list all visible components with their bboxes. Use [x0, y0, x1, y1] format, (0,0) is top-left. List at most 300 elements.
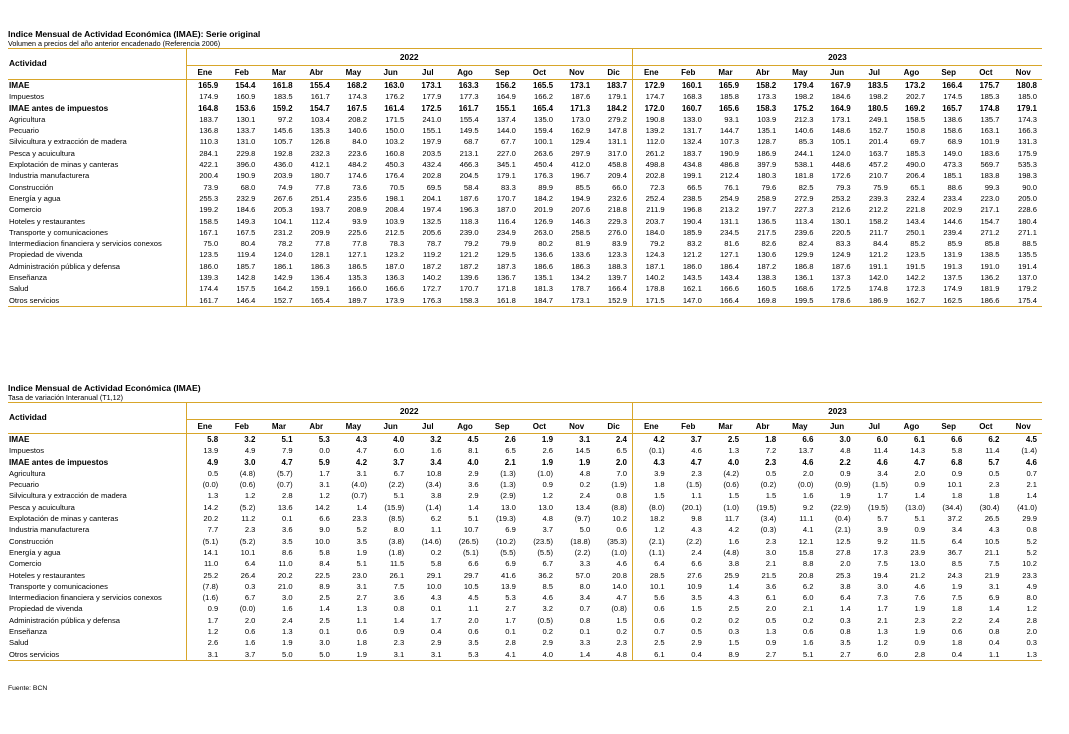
cell-value: 4.3	[728, 593, 740, 603]
cell-value: 4.6	[616, 559, 627, 569]
cell-value: 163.7	[868, 148, 888, 158]
cell-value: 13.6	[277, 502, 293, 512]
cell-value: 130.6	[757, 250, 777, 260]
cell-value: 176.4	[385, 171, 405, 181]
cell-value: 173.1	[558, 295, 595, 307]
cell-value: 7.5	[877, 559, 888, 569]
cell-value: 2.8	[893, 649, 930, 661]
cell-value: 75.0	[186, 238, 223, 249]
cell-value: 155.1	[422, 126, 442, 136]
cell-value: 538.1	[794, 160, 814, 170]
cell-value: 4.7	[356, 446, 368, 456]
cell-value: 1.8	[951, 491, 963, 501]
cell-value: (0.0)	[797, 480, 814, 490]
cell-value: 25.2	[186, 570, 223, 581]
cell-value: (4.8)	[723, 547, 740, 557]
cell-value: 207.6	[571, 205, 591, 215]
cell-value: 187.2	[757, 261, 777, 271]
cell-value: 20.2	[277, 570, 293, 580]
cell-value: 2.2	[951, 615, 963, 625]
cell-value: 10.2	[1022, 559, 1037, 569]
cell-value: 171.5	[385, 114, 405, 124]
cell-value: (18.8)	[570, 536, 591, 546]
cell-value: 0.8	[616, 491, 627, 501]
cell-value: 146.4	[223, 295, 260, 307]
table-row	[8, 204, 1042, 215]
cell-value: 6.5	[616, 446, 627, 456]
cell-value: 191.0	[980, 261, 1000, 271]
cell-value: 139.3	[186, 272, 223, 283]
table1-section	[8, 29, 1042, 307]
cell-value: 131.1	[607, 137, 627, 147]
cell-value: 0.9	[393, 627, 405, 637]
cell-value: 11.1	[799, 514, 814, 524]
cell-value: 142.8	[236, 273, 256, 283]
cell-value: 178.6	[818, 295, 855, 307]
cell-value: 176.2	[385, 92, 405, 102]
cell-value: 161.7	[458, 103, 479, 113]
cell-value: 0.9	[914, 525, 926, 535]
cell-value: 175.2	[793, 103, 814, 113]
cell-value: 14.1	[186, 547, 223, 558]
cell-value: 9.8	[691, 514, 702, 524]
cell-value: 0.5	[691, 627, 702, 637]
cell-value: 212.2	[868, 205, 888, 215]
month-header: Ago	[446, 66, 483, 80]
cell-value: 172.5	[831, 284, 851, 294]
cell-value: 4.8	[595, 649, 632, 661]
cell-value: 183.6	[980, 148, 1000, 158]
cell-value: 1.5	[632, 490, 669, 501]
cell-value: 457.2	[868, 160, 888, 170]
cell-value: 83.9	[612, 239, 627, 249]
cell-value: 68.0	[240, 182, 256, 192]
cell-value: 8.6	[282, 547, 293, 557]
cell-value: 6.1	[765, 593, 777, 603]
cell-value: 212.4	[720, 171, 740, 181]
cell-value: 4.6	[802, 457, 814, 467]
cell-value: 486.8	[720, 160, 740, 170]
cell-value: 6.0	[876, 435, 888, 444]
cell-value: 3.8	[840, 581, 851, 591]
cell-value: 2.6	[504, 435, 516, 444]
row-label: Otros servicios	[8, 295, 186, 307]
cell-value: 140.6	[794, 126, 814, 136]
cell-value: (0.5)	[537, 615, 554, 625]
cell-value: 2.3	[765, 457, 777, 467]
row-label: Enseñanza	[9, 273, 47, 283]
cell-value: 11.5	[390, 559, 405, 569]
cell-value: 201.9	[534, 205, 554, 215]
cell-value: 83.2	[687, 239, 702, 249]
cell-value: 4.2	[355, 457, 368, 467]
cell-value: 82.4	[798, 239, 814, 249]
row-label: Administración pública y defensa	[9, 261, 121, 271]
cell-value: 179.2	[1017, 284, 1037, 294]
cell-value: 199.1	[682, 171, 702, 181]
table-row	[8, 182, 1042, 193]
cell-value: 4.8	[542, 514, 554, 524]
cell-value: 8.5	[542, 581, 554, 591]
cell-value: 271.2	[980, 227, 1000, 237]
cell-value: 198.2	[868, 92, 888, 102]
cell-value: 76.1	[724, 182, 740, 192]
month-header: Mar	[707, 420, 744, 434]
cell-value: 181.3	[534, 284, 554, 294]
month-header: Jul	[409, 420, 446, 434]
cell-value: 297.9	[571, 148, 591, 158]
cell-value: 128.1	[310, 250, 330, 260]
cell-value: 12.1	[798, 536, 814, 546]
cell-value: (3.4)	[760, 514, 777, 524]
cell-value: 2.0	[1026, 627, 1037, 637]
cell-value: (35.3)	[607, 536, 627, 546]
cell-value: 5.3	[318, 435, 330, 444]
cell-value: 13.4	[575, 502, 591, 512]
cell-value: 232.6	[607, 193, 627, 203]
cell-value: 0.5	[186, 468, 223, 479]
cell-value: 233.4	[943, 193, 963, 203]
cell-value: 4.6	[1025, 457, 1037, 467]
table-row	[8, 570, 1042, 581]
cell-value: 136.8	[186, 125, 223, 136]
cell-value: 263.6	[534, 148, 554, 158]
cell-value: 171.3	[570, 103, 591, 113]
cell-value: 1.6	[430, 446, 442, 456]
cell-value: 184.6	[236, 205, 256, 215]
cell-value: 204.5	[459, 171, 479, 181]
cell-value: 174.4	[186, 283, 223, 294]
cell-value: 77.8	[315, 182, 330, 192]
cell-value: 24.3	[947, 570, 963, 580]
cell-value: 205.0	[1017, 193, 1037, 203]
cell-value: 85.2	[910, 239, 926, 249]
cell-value: 0.2	[430, 547, 442, 557]
cell-value: 6.2	[988, 435, 1000, 444]
cell-value: 174.3	[1017, 114, 1037, 124]
cell-value: 220.5	[831, 227, 851, 237]
cell-value: 124.3	[632, 249, 669, 260]
cell-value: 450.4	[534, 160, 554, 170]
cell-value: 79.2	[632, 238, 669, 249]
cell-value: 138.5	[980, 250, 1000, 260]
row-label: Salud	[9, 284, 29, 294]
cell-value: 6.7	[393, 468, 405, 478]
cell-value: 199.2	[186, 204, 223, 215]
cell-value: 3.4	[877, 468, 888, 478]
cell-value: 6.0	[393, 446, 405, 456]
cell-value: 2.7	[356, 593, 368, 603]
cell-value: 13.9	[186, 445, 223, 456]
cell-value: 1.1	[691, 491, 702, 501]
cell-value: 239.6	[794, 227, 814, 237]
table-row	[8, 170, 1042, 181]
cell-value: 169.2	[905, 103, 926, 113]
table-row	[8, 626, 1042, 637]
cell-value: 5.7	[988, 457, 1000, 467]
cell-value: 0.7	[579, 604, 591, 614]
cell-value: 165.4	[533, 103, 554, 113]
table-row	[8, 125, 1042, 136]
cell-value: 0.3	[1026, 638, 1037, 648]
cell-value: 1.3	[877, 627, 888, 637]
cell-value: 2.8	[1026, 615, 1037, 625]
month-header: Nov	[558, 420, 595, 434]
cell-value: 121.2	[868, 250, 888, 260]
cell-value: 5.3	[505, 593, 516, 603]
cell-value: 3.2	[244, 435, 256, 444]
cell-value: 1.4	[988, 604, 1000, 614]
cell-value: 0.8	[840, 627, 851, 637]
cell-value: 137.3	[831, 273, 851, 283]
row-label: IMAE antes de impuestos	[9, 457, 109, 467]
cell-value: 159.2	[272, 103, 293, 113]
cell-value: 118.3	[460, 216, 479, 226]
cell-value: 160.9	[236, 92, 256, 102]
cell-value: 432.4	[422, 160, 442, 170]
cell-value: 5.1	[393, 491, 405, 501]
cell-value: 173.9	[372, 295, 409, 307]
activity-column-header: Actividad	[8, 49, 186, 80]
cell-value: 199.5	[781, 295, 818, 307]
cell-value: (0.8)	[611, 604, 627, 614]
cell-value: 179.4	[793, 81, 814, 90]
cell-value: 2.4	[615, 435, 627, 444]
cell-value: 4.5	[467, 435, 479, 444]
cell-value: 10.9	[687, 581, 702, 591]
cell-value: 1.8	[632, 479, 669, 490]
cell-value: 155.4	[459, 114, 479, 124]
cell-value: 2.3	[691, 468, 702, 478]
cell-value: 3.7	[690, 435, 702, 444]
row-label: Propiedad de vivenda	[9, 250, 83, 260]
cell-value: 175.7	[979, 81, 1000, 90]
cell-value: 139.7	[607, 273, 627, 283]
cell-value: 5.1	[281, 435, 293, 444]
cell-value: 187.2	[459, 261, 479, 271]
table-row	[8, 80, 1042, 92]
cell-value: 4.0	[467, 457, 479, 467]
row-label: Pecuario	[9, 480, 39, 490]
cell-value: 3.6	[765, 581, 777, 591]
cell-value: 163.1	[980, 126, 1000, 136]
cell-value: 123.5	[186, 249, 223, 260]
cell-value: 3.1	[988, 581, 1000, 591]
cell-value: 13.0	[501, 502, 516, 512]
cell-value: 27.8	[835, 547, 851, 557]
cell-value: 112.4	[311, 216, 330, 226]
cell-value: 160.5	[757, 284, 777, 294]
table-row	[8, 159, 1042, 170]
cell-value: 10.5	[984, 536, 1000, 546]
cell-value: 135.3	[310, 126, 330, 136]
cell-value: 13.9	[501, 581, 516, 591]
cell-value: 1.4	[393, 615, 405, 625]
cell-value: 198.1	[385, 193, 405, 203]
cell-value: 183.8	[980, 171, 1000, 181]
cell-value: 2.1	[504, 457, 516, 467]
month-header: Ago	[893, 66, 930, 80]
cell-value: 204.1	[422, 193, 442, 203]
cell-value: (3.8)	[388, 536, 405, 546]
cell-value: 175.9	[1017, 148, 1037, 158]
cell-value: 1.6	[282, 604, 293, 614]
cell-value: 26.5	[984, 514, 1000, 524]
cell-value: 3.8	[430, 491, 442, 501]
cell-value: 184.2	[534, 193, 554, 203]
cell-value: 174.8	[868, 284, 888, 294]
cell-value: 171.5	[632, 295, 669, 307]
cell-value: 165.5	[533, 81, 554, 90]
cell-value: 165.7	[942, 103, 963, 113]
table-row	[8, 445, 1042, 456]
cell-value: 129.9	[794, 250, 814, 260]
cell-value: 4.6	[542, 593, 554, 603]
cell-value: 158.6	[943, 126, 963, 136]
month-header: Ene	[632, 66, 669, 80]
cell-value: 0.6	[632, 615, 669, 626]
cell-value: 4.2	[632, 434, 669, 446]
cell-value: 0.0	[319, 446, 330, 456]
cell-value: 217.5	[757, 227, 777, 237]
cell-value: 5.2	[356, 525, 368, 535]
cell-value: 177.9	[422, 92, 442, 102]
cell-value: 4.7	[913, 457, 926, 467]
cell-value: 2.9	[542, 638, 554, 648]
table1	[8, 48, 1042, 307]
cell-value: 3.5	[468, 638, 479, 648]
cell-value: 267.6	[273, 193, 293, 203]
cell-value: 200.4	[186, 170, 223, 181]
cell-value: 210.7	[868, 171, 888, 181]
cell-value: 150.0	[385, 126, 405, 136]
cell-value: 21.9	[984, 570, 1000, 580]
cell-value: 3.3	[579, 559, 591, 569]
table-row	[8, 249, 1042, 260]
cell-value: 136.3	[385, 273, 405, 283]
table-row	[8, 637, 1042, 648]
cell-value: 85.5	[575, 182, 591, 192]
cell-value: 202.7	[906, 92, 926, 102]
cell-value: 0.6	[802, 627, 814, 637]
cell-value: 159.4	[534, 126, 554, 136]
cell-value: 10.2	[612, 514, 627, 524]
cell-value: 104.1	[273, 216, 293, 226]
cell-value: 138.3	[757, 273, 777, 283]
cell-value: 179.1	[607, 92, 627, 102]
cell-value: 2.3	[393, 638, 405, 648]
cell-value: 2.0	[802, 468, 814, 478]
cell-value: 36.7	[947, 547, 963, 557]
cell-value: 100.1	[534, 137, 554, 147]
cell-value: (0.9)	[835, 480, 851, 490]
cell-value: 174.8	[979, 103, 1000, 113]
cell-value: 140.2	[422, 273, 442, 283]
cell-value: 2.0	[468, 615, 479, 625]
cell-value: 4.6	[876, 457, 888, 467]
cell-value: 166.6	[720, 284, 740, 294]
cell-value: 2.7	[744, 649, 781, 661]
cell-value: 498.8	[632, 159, 669, 170]
cell-value: 21.2	[910, 570, 926, 580]
table-row	[8, 468, 1042, 479]
month-header: Nov	[1004, 420, 1042, 434]
cell-value: 13.7	[798, 446, 814, 456]
cell-value: 181.9	[980, 284, 1000, 294]
cell-value: 123.5	[906, 250, 926, 260]
cell-value: 0.5	[988, 468, 1000, 478]
cell-value: 227.0	[496, 148, 516, 158]
cell-value: 14.3	[910, 446, 926, 456]
cell-value: 1.9	[541, 457, 554, 467]
row-label: Explotación de minas y canteras	[9, 160, 119, 170]
cell-value: 202.8	[632, 170, 669, 181]
cell-value: 79.3	[835, 182, 851, 192]
cell-value: 79.9	[501, 239, 516, 249]
cell-value: 2.1	[765, 559, 777, 569]
cell-value: (5.1)	[186, 536, 223, 547]
cell-value: 155.1	[495, 103, 516, 113]
cell-value: 4.0	[727, 457, 740, 467]
cell-value: 2.2	[839, 457, 851, 467]
cell-value: (1.4)	[425, 502, 442, 512]
cell-value: 3.7	[393, 457, 405, 467]
cell-value: 208.9	[348, 205, 368, 215]
cell-value: 164.9	[496, 92, 516, 102]
cell-value: 165.6	[719, 103, 740, 113]
table2	[8, 402, 1042, 661]
cell-value: 119.2	[422, 250, 442, 260]
month-header: May	[781, 420, 818, 434]
row-label: IMAE	[9, 435, 30, 444]
cell-value: 6.9	[505, 559, 516, 569]
cell-value: 78.2	[277, 239, 293, 249]
cell-value: 0.4	[930, 649, 967, 661]
cell-value: 7.3	[877, 593, 888, 603]
cell-value: 145.6	[273, 126, 293, 136]
cell-value: 2.1	[877, 615, 888, 625]
cell-value: 99.3	[984, 182, 1000, 192]
cell-value: 172.0	[632, 103, 669, 114]
month-header: Jul	[856, 66, 893, 80]
cell-value: 124.0	[831, 148, 851, 158]
cell-value: 5.8	[186, 434, 223, 446]
cell-value: 107.3	[720, 137, 740, 147]
cell-value: (2.9)	[500, 491, 516, 501]
table-row	[8, 91, 1042, 102]
cell-value: 187.2	[422, 261, 442, 271]
cell-value: 1.3	[1004, 649, 1042, 661]
cell-value: 161.8	[272, 81, 293, 90]
cell-value: 187.6	[571, 92, 591, 102]
cell-value: 235.6	[348, 193, 368, 203]
cell-value: 484.2	[348, 160, 368, 170]
cell-value: 0.1	[430, 604, 442, 614]
cell-value: 196.3	[459, 205, 479, 215]
cell-value: 2.5	[319, 593, 330, 603]
cell-value: 251.4	[310, 193, 330, 203]
cell-value: 1.2	[542, 491, 554, 501]
cell-value: 173.2	[905, 81, 926, 90]
cell-value: 239.0	[459, 227, 479, 237]
cell-value: 139.6	[459, 273, 479, 283]
cell-value: 80.2	[538, 239, 554, 249]
cell-value: (1.0)	[537, 468, 554, 478]
row-label: Pesca y acuicultura	[9, 148, 75, 158]
cell-value: 139.2	[632, 125, 669, 136]
month-header: Nov	[558, 66, 595, 80]
cell-value: 78.3	[389, 239, 405, 249]
